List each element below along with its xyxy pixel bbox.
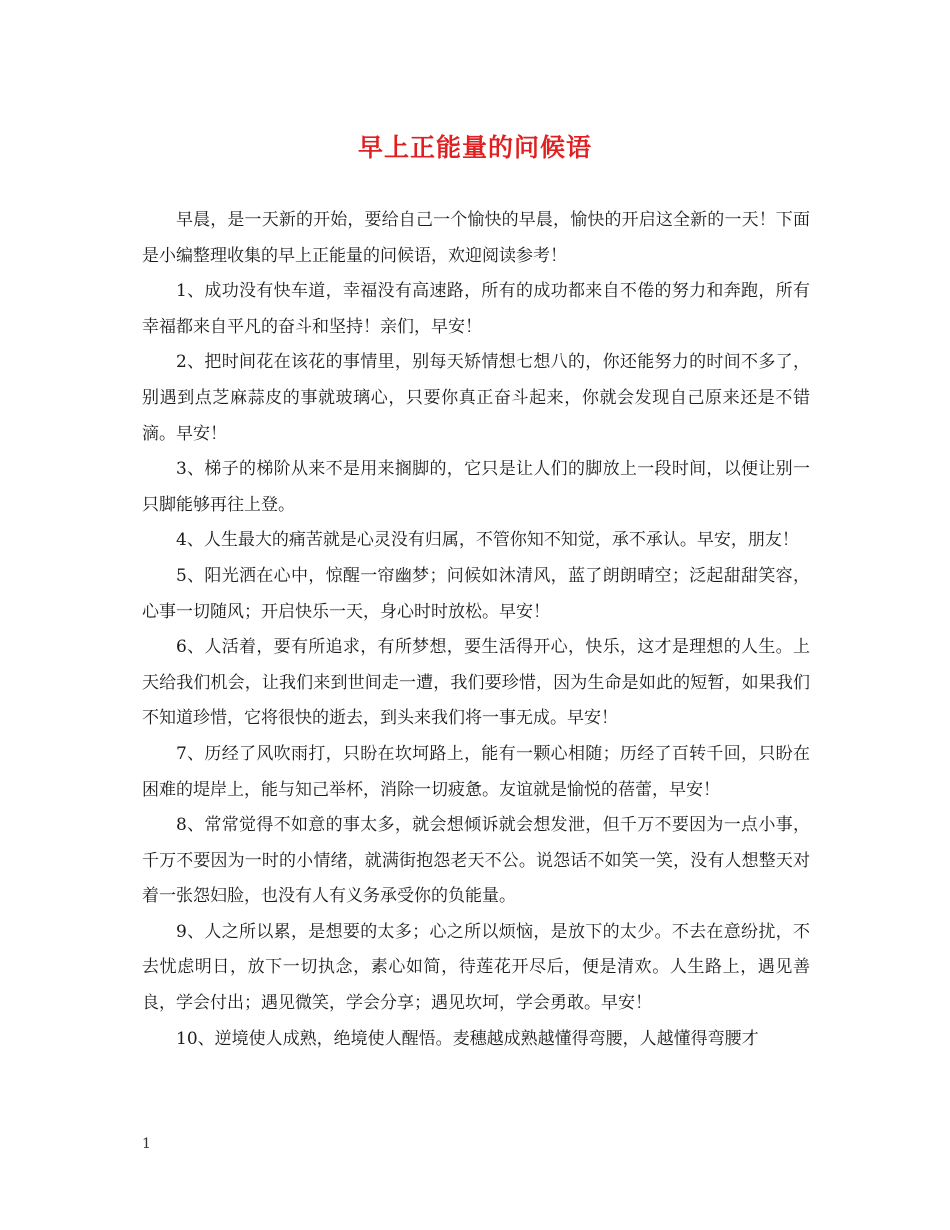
list-item: 3、梯子的梯阶从来不是用来搁脚的，它只是让人们的脚放上一段时间，以便让别一只脚能够再往上登。 — [142, 459, 810, 515]
intro-paragraph: 早晨，是一天新的开始，要给自己一个愉快的早晨，愉快的开启这全新的一天！下面是小编整理收集的早上正能量的问候语，欢迎阅读参考！ — [142, 210, 810, 266]
page-title: 早上正能量的问候语 — [357, 133, 592, 162]
list-item: 7、历经了风吹雨打，只盼在坎坷路上，能有一颗心相随；历经了百转千回，只盼在困难的堤岸上，能与知己举杯，消除一切疲惫。友谊就是愉悦的蓓蕾，早安！ — [142, 743, 810, 800]
list-item: 10、逆境使人成熟，绝境使人醒悟。麦穗越成熟越懂得弯腰，人越懂得弯腰才 — [176, 1028, 759, 1049]
list-item: 9、人之所以累，是想要的太多；心之所以烦恼，是放下的太少。不去在意纷扰，不去忧虑明日，放下一切执念，素心如简，待莲花开尽后，便是清欢。人生路上，遇见善良，学会付出；遇见微笑，学会分享；遇见坎坷，学会勇敢。早安！ — [142, 921, 810, 1014]
list-item: 2、把时间花在该花的事情里，别每天矫情想七想八的，你还能努力的时间不多了，别遇到点芝麻蒜皮的事就玻璃心，只要你真正奋斗起来，你就会发现自己原来还是不错滴。早安！ — [142, 352, 810, 444]
list-item: 8、常常觉得不如意的事太多，就会想倾诉就会想发泄，但千万不要因为一点小事，千万不要因为一时的小情绪，就满街抱怨老天不公。说怨话不如笑一笑，没有人想整天对着一张怨妇脸，也没有人有义务承受你的负能量。 — [142, 815, 810, 907]
document-body — [142, 203, 810, 1057]
list-item: 6、人活着，要有所追求，有所梦想，要生活得开心，快乐，这才是理想的人生。上天给我们机会，让我们来到世间走一遭，我们要珍惜，因为生命是如此的短暂，如果我们不知道珍惜，它将很快的逝去，到头来我们将一事无成。早安！ — [142, 637, 810, 729]
page-number: 1 — [142, 1136, 151, 1152]
list-item: 5、阳光洒在心中，惊醒一帘幽梦；问候如沐清风，蓝了朗朗晴空；泛起甜甜笑容，心事一切随风；开启快乐一天，身心时时放松。早安！ — [142, 565, 810, 622]
list-item: 1、成功没有快车道，幸福没有高速路，所有的成功都来自不倦的努力和奔跑，所有幸福都来自平凡的奋斗和坚持！亲们，早安！ — [142, 281, 810, 337]
list-item: 4、人生最大的痛苦就是心灵没有归属，不管你知不知觉，承不承认。早安，朋友！ — [176, 530, 799, 551]
